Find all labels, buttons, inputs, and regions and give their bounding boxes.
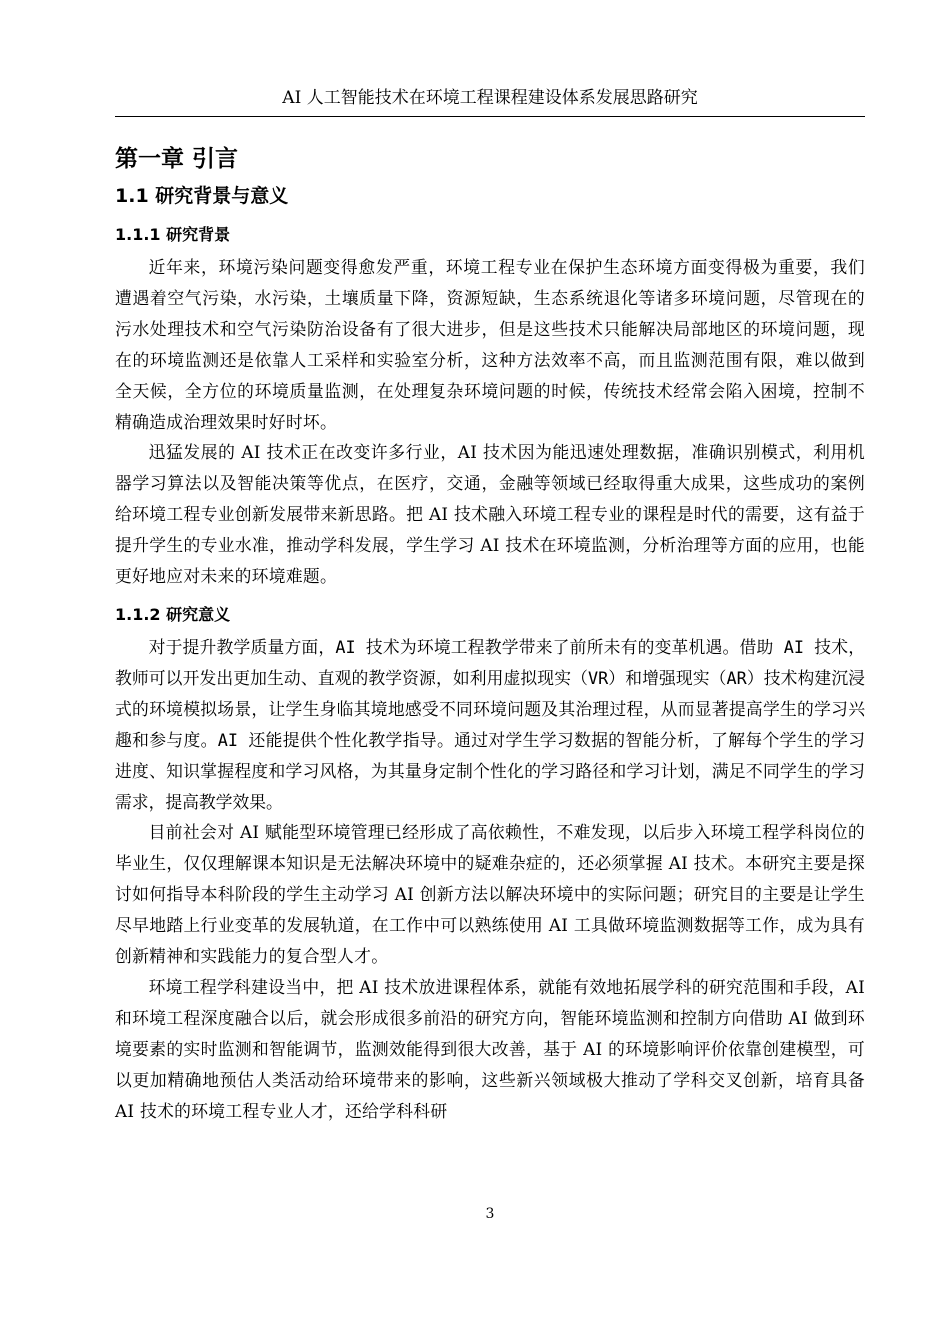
paragraph-significance-1: 对于提升教学质量方面，AI 技术为环境工程教学带来了前所未有的变革机遇。借助 AI 技术，教师可以开发出更加生动、直观的教学资源，如利用虚拟现实（VR）和增强现实（AR）技术构建沉浸式的环境模拟场景，让学生身临其境地感受不同环境问题及其治理过程，从而显著提高学生的学习兴趣和参与度。AI 还能提供个性化教学指导。通过对学生学习数据的智能分析，了解每个学生的学习进度、知识掌握程度和学习风格，为其量身定制个性化的学习路径和学习计划，满足不同学生的学习需求，提高教学效果。 xyxy=(115,636,865,812)
paragraph-significance-3: 环境工程学科建设当中，把 AI 技术放进课程体系，就能有效地拓展学科的研究范围和手段，AI 和环境工程深度融合以后，就会形成很多前沿的研究方向，智能环境监测和控制方向借助 AI 做到环境要素的实时监测和智能调节，监测效能得到很大改善，基于 AI 的环境影响评价依靠创建模型，可以更加精确地预估人类活动给环境带来的影响，这些新兴领域极大推动了学科交叉创新，培育具备 AI 技术的环境工程专业人才，还给学科科研 xyxy=(115,976,865,1121)
section-title-1-1: 1.1 研究背景与意义 xyxy=(115,185,289,207)
subsection-title-1-1-2: 1.1.2 研究意义 xyxy=(115,604,231,624)
paragraph-background-1: 近年来，环境污染问题变得愈发严重，环境工程专业在保护生态环境方面变得极为重要，我们遭遇着空气污染，水污染，土壤质量下降，资源短缺，生态系统退化等诸多环境问题，尽管现在的污水处理技术和空气污染防治设备有了很大进步，但是这些技术只能解决局部地区的环境问题，现在的环境监测还是依靠人工采样和实验室分析，这种方法效率不高，而且监测范围有限，难以做到全天候，全方位的环境质量监测，在处理复杂环境问题的时候，传统技术经常会陷入困境，控制不精确造成治理效果时好时坏。 xyxy=(115,257,865,432)
paragraph-background-2: 迅猛发展的 AI 技术正在改变许多行业，AI 技术因为能迅速处理数据，准确识别模式，利用机器学习算法以及智能决策等优点，在医疗，交通，金融等领域已经取得重大成果，这些成功的案例给环境工程专业创新发展带来新思路。把 AI 技术融入环境工程专业的课程是时代的需要，这有益于提升学生的专业水准，推动学科发展，学生学习 AI 技术在环境监测，分析治理等方面的应用，也能更好地应对未来的环境难题。 xyxy=(115,442,865,587)
subsection-title-1-1-1: 1.1.1 研究背景 xyxy=(115,225,231,244)
page-content xyxy=(115,142,865,1126)
header-rule xyxy=(115,116,865,117)
chapter-title: 第一章 引言 xyxy=(115,146,239,172)
paragraph-significance-2: 目前社会对 AI 赋能型环境管理已经形成了高依赖性，不难发现，以后步入环境工程学科岗位的毕业生，仅仅理解课本知识是无法解决环境中的疑难杂症的，还必须掌握 AI 技术。本研究主要是探讨如何指导本科阶段的学生主动学习 AI 创新方法以解决环境中的实际问题；研究目的主要是让学生尽早地踏上行业变革的发展轨道，在工作中可以熟练使用 AI 工具做环境监测数据等工作，成为具有创新精神和实践能力的复合型人才。 xyxy=(115,822,865,967)
page-number: 3 xyxy=(485,1206,495,1222)
running-header-title: AI 人工智能技术在环境工程课程建设体系发展思路研究 xyxy=(282,88,698,108)
